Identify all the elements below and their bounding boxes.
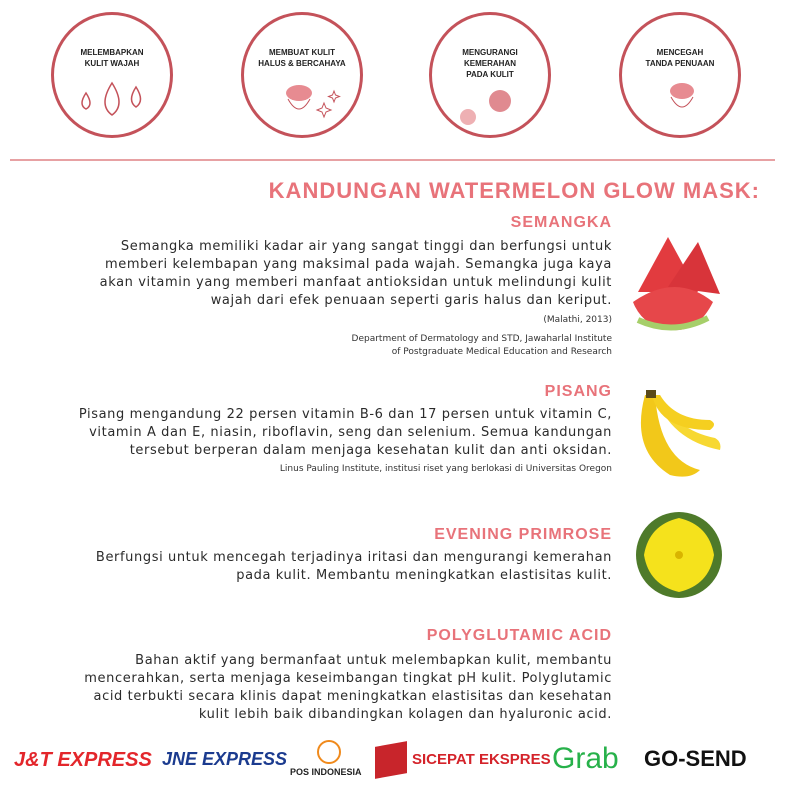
benefit-label: MELEMBAPKAN KULIT WAJAH [80, 48, 144, 68]
ingredient-text: Bahan aktif yang bermanfaat untuk melembapkan kulit, membantu mencerahkan, serta menjaga keseimbangan tingkat pH kulit. Polyglutamic acid terbukti secara klinis dapat meningkatkan elastisitas dan kesehatan kulit lebih baik dibandingkan kolagen dan hyaluronic acid. [84, 653, 612, 722]
benefit-circle [51, 12, 173, 138]
jne-logo: JNE EXPRESS [162, 749, 288, 769]
ingredient-text: Semangka memiliki kadar air yang sangat tinggi dan berfungsi untuk memberi kelembapan yang maksimal pada wajah. Semangka juga kaya akan vitamin yang memberi manfaat antioksidan untuk melindungi kulit wajah dari efek penuaan seperti garis halus dan keriput. [99, 239, 612, 308]
benefit-label: MENGURANGI KEMERAHAN PADA KULIT [462, 48, 518, 79]
grab-logo: Grab [552, 742, 619, 775]
ingredient-text: Berfungsi untuk mencegah terjadinya iritasi dan mengurangi kemerahan pada kulit. Membantu meningkatkan elastisitas kulit. [95, 550, 612, 583]
evening-primrose-image [634, 510, 724, 600]
gosend-logo: GO-SEND [644, 746, 747, 771]
ingredient-text: Pisang mengandung 22 persen vitamin B-6 dan 17 persen untuk vitamin C, vitamin A dan E, niasin, riboflavin, seng dan selenium. Semua kandungan tersebut berperan dalam menjaga kesehatan kulit dan anti oksidan. [78, 407, 612, 458]
sicepat-icon [375, 741, 407, 779]
page-title: KANDUNGAN WATERMELON GLOW MASK: [268, 178, 760, 203]
ingredient-title: SEMANGKA [510, 214, 612, 231]
jnt-logo: J&T EXPRESS [14, 749, 152, 771]
ingredient-title: EVENING PRIMROSE [434, 526, 612, 543]
citation: (Malathi, 2013) [543, 315, 612, 325]
water-drops-icon [54, 15, 176, 141]
benefit-label: MENCEGAH TANDA PENUAAN [645, 48, 715, 68]
source: Department of Dermatology and STD, Jawaharlal Institute of Postgraduate Medical Education and Research [351, 334, 612, 357]
pos-indonesia-logo: POS INDONESIA [290, 767, 362, 777]
courier-logos [0, 738, 800, 788]
source: Linus Pauling Institute, institusi riset yang berlokasi di Universitas Oregon [279, 464, 612, 474]
benefit-label: MEMBUAT KULIT HALUS & BERCAHAYA [258, 48, 346, 68]
banana-image [630, 390, 725, 480]
ingredient-title: PISANG [544, 383, 612, 400]
redness-spots-icon [432, 15, 554, 141]
watermelon-image [628, 232, 724, 332]
face-sparkle-icon [244, 15, 366, 141]
benefit-circle [241, 12, 363, 138]
ingredient-title: POLYGLUTAMIC ACID [426, 627, 612, 644]
benefit-circle [619, 12, 741, 138]
divider [10, 159, 775, 161]
sicepat-logo: SICEPAT EKSPRES [412, 751, 551, 768]
face-icon [622, 15, 744, 141]
pos-eagle-icon [304, 740, 354, 764]
benefit-circle [429, 12, 551, 138]
